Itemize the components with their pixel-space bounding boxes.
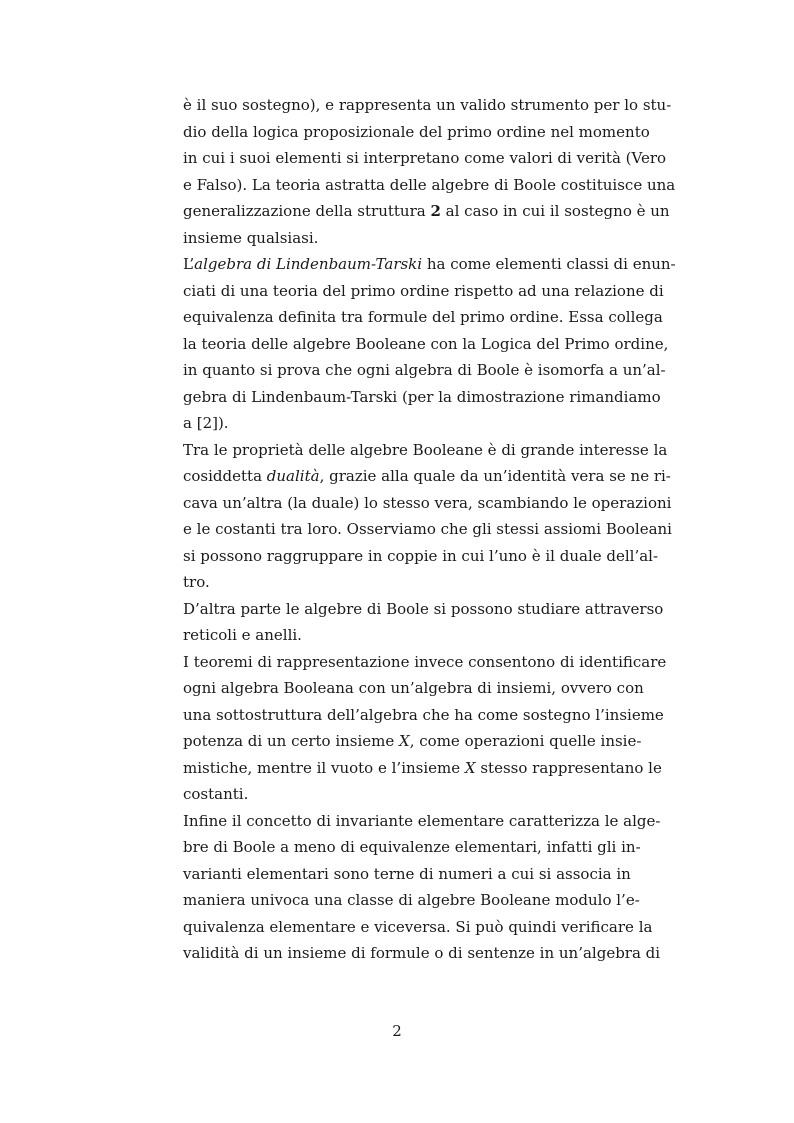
text-line	[183, 649, 667, 676]
text-line	[183, 781, 630, 808]
text-line	[183, 119, 650, 146]
text-line	[183, 516, 672, 543]
text-segment: quivalenza elementare e viceversa. Si può quindi verificare la	[183, 917, 653, 936]
text-line	[183, 437, 668, 464]
text-segment: tro.	[183, 573, 210, 591]
text-segment: cosiddetta	[183, 467, 267, 485]
text-segment: in cui i suoi elementi si interpretano come valori di verità (Vero	[183, 149, 667, 167]
text-segment: Tra le proprietà delle algebre Booleane è di grande interesse la	[183, 440, 668, 459]
text-segment: maniera univoca una classe di algebre Booleane modulo l’e-	[183, 891, 640, 909]
text-segment: ciati di una teoria del primo ordine rispetto ad una relazione di	[183, 281, 664, 300]
text-segment: ogni algebra Booleana con un’algebra di insiemi, ovvero con	[183, 679, 644, 697]
body-text	[183, 92, 676, 967]
text-segment: ha come elementi classi di enun-	[422, 255, 676, 273]
text-segment: X	[464, 758, 476, 777]
text-line	[183, 914, 653, 941]
text-line	[183, 675, 644, 702]
text-segment: stesso rappresentano le	[475, 758, 662, 777]
text-line	[183, 384, 661, 411]
text-segment: bre di Boole a meno di equivalenze elementari, infatti gli in-	[183, 838, 641, 856]
text-line	[183, 463, 671, 490]
text-segment: al caso in cui il sostegno è un	[440, 202, 670, 220]
text-segment: X	[399, 732, 410, 750]
text-line	[183, 251, 676, 278]
text-line	[183, 490, 672, 517]
text-line	[183, 702, 664, 729]
text-segment: , grazie alla quale da un’identità vera se ne ri-	[319, 467, 671, 485]
text-line	[183, 172, 676, 199]
text-line	[183, 940, 661, 967]
text-segment: a [2]).	[183, 414, 229, 432]
text-segment: una sottostruttura dell’algebra che ha come sostegno l’insieme	[183, 705, 664, 724]
text-segment: dualità	[266, 467, 320, 485]
text-line	[183, 834, 641, 861]
text-segment: cava un’altra (la duale) lo stesso vera, scambiando le operazioni	[183, 493, 672, 512]
text-line	[183, 278, 664, 305]
text-line	[183, 569, 630, 596]
text-line	[183, 198, 670, 225]
text-segment: equivalenza definita tra formule del primo ordine. Essa collega	[183, 308, 663, 326]
text-line	[183, 728, 642, 755]
text-line	[183, 596, 664, 623]
text-segment: la teoria delle algebre Booleane con la Logica del Primo ordine,	[183, 334, 669, 353]
text-line	[183, 755, 662, 782]
text-segment: I teoremi di rappresentazione invece consentono di identificare	[183, 652, 667, 671]
text-segment: si possono raggruppare in coppie in cui l’uno è il duale dell’al-	[183, 546, 659, 565]
text-line	[183, 145, 667, 172]
text-segment: Infine il concetto di invariante elementare caratterizza le alge-	[183, 811, 661, 830]
text-line	[183, 331, 669, 358]
text-segment: mistiche, mentre il vuoto e l’insieme	[183, 758, 465, 777]
text-segment: validità di un insieme di formule o di sentenze in un’algebra di	[183, 944, 661, 962]
text-line	[183, 543, 659, 570]
text-segment: in quanto si prova che ogni algebra di Boole è isomorfa a un’al-	[183, 361, 666, 379]
text-line	[183, 808, 661, 835]
text-line	[183, 304, 663, 331]
text-segment: e le costanti tra loro. Osserviamo che gli stessi assiomi Booleani	[183, 520, 672, 538]
text-segment: potenza di un certo insieme	[183, 732, 400, 750]
text-segment: e Falso). La teoria astratta delle algebre di Boole costituisce una	[183, 175, 676, 194]
text-segment: L’	[183, 255, 195, 273]
text-segment: 2	[430, 202, 441, 220]
page-number: 2	[392, 1022, 402, 1040]
text-segment: D’altra parte le algebre di Boole si possono studiare attraverso	[183, 599, 664, 618]
text-segment: , come operazioni quelle insie-	[409, 732, 642, 750]
text-line	[183, 622, 630, 649]
text-line	[183, 861, 630, 888]
text-line	[183, 225, 630, 252]
text-segment: gebra di Lindenbaum-Tarski (per la dimostrazione rimandiamo	[183, 387, 661, 406]
text-segment: algebra di Lindenbaum-Tarski	[194, 255, 423, 273]
text-segment: varianti elementari sono terne di numeri a cui si associa in	[183, 864, 631, 883]
text-segment: insieme qualsiasi.	[183, 228, 319, 247]
text-segment: generalizzazione della struttura	[183, 202, 431, 220]
text-segment: è il suo sostegno), e rappresenta un valido strumento per lo stu-	[183, 96, 672, 114]
text-segment: costanti.	[183, 785, 249, 803]
text-segment: dio della logica proposizionale del primo ordine nel momento	[183, 122, 650, 141]
text-line	[183, 410, 630, 437]
text-line	[183, 92, 672, 119]
text-line	[183, 357, 666, 384]
text-line	[183, 887, 640, 914]
text-segment: reticoli e anelli.	[183, 626, 302, 644]
